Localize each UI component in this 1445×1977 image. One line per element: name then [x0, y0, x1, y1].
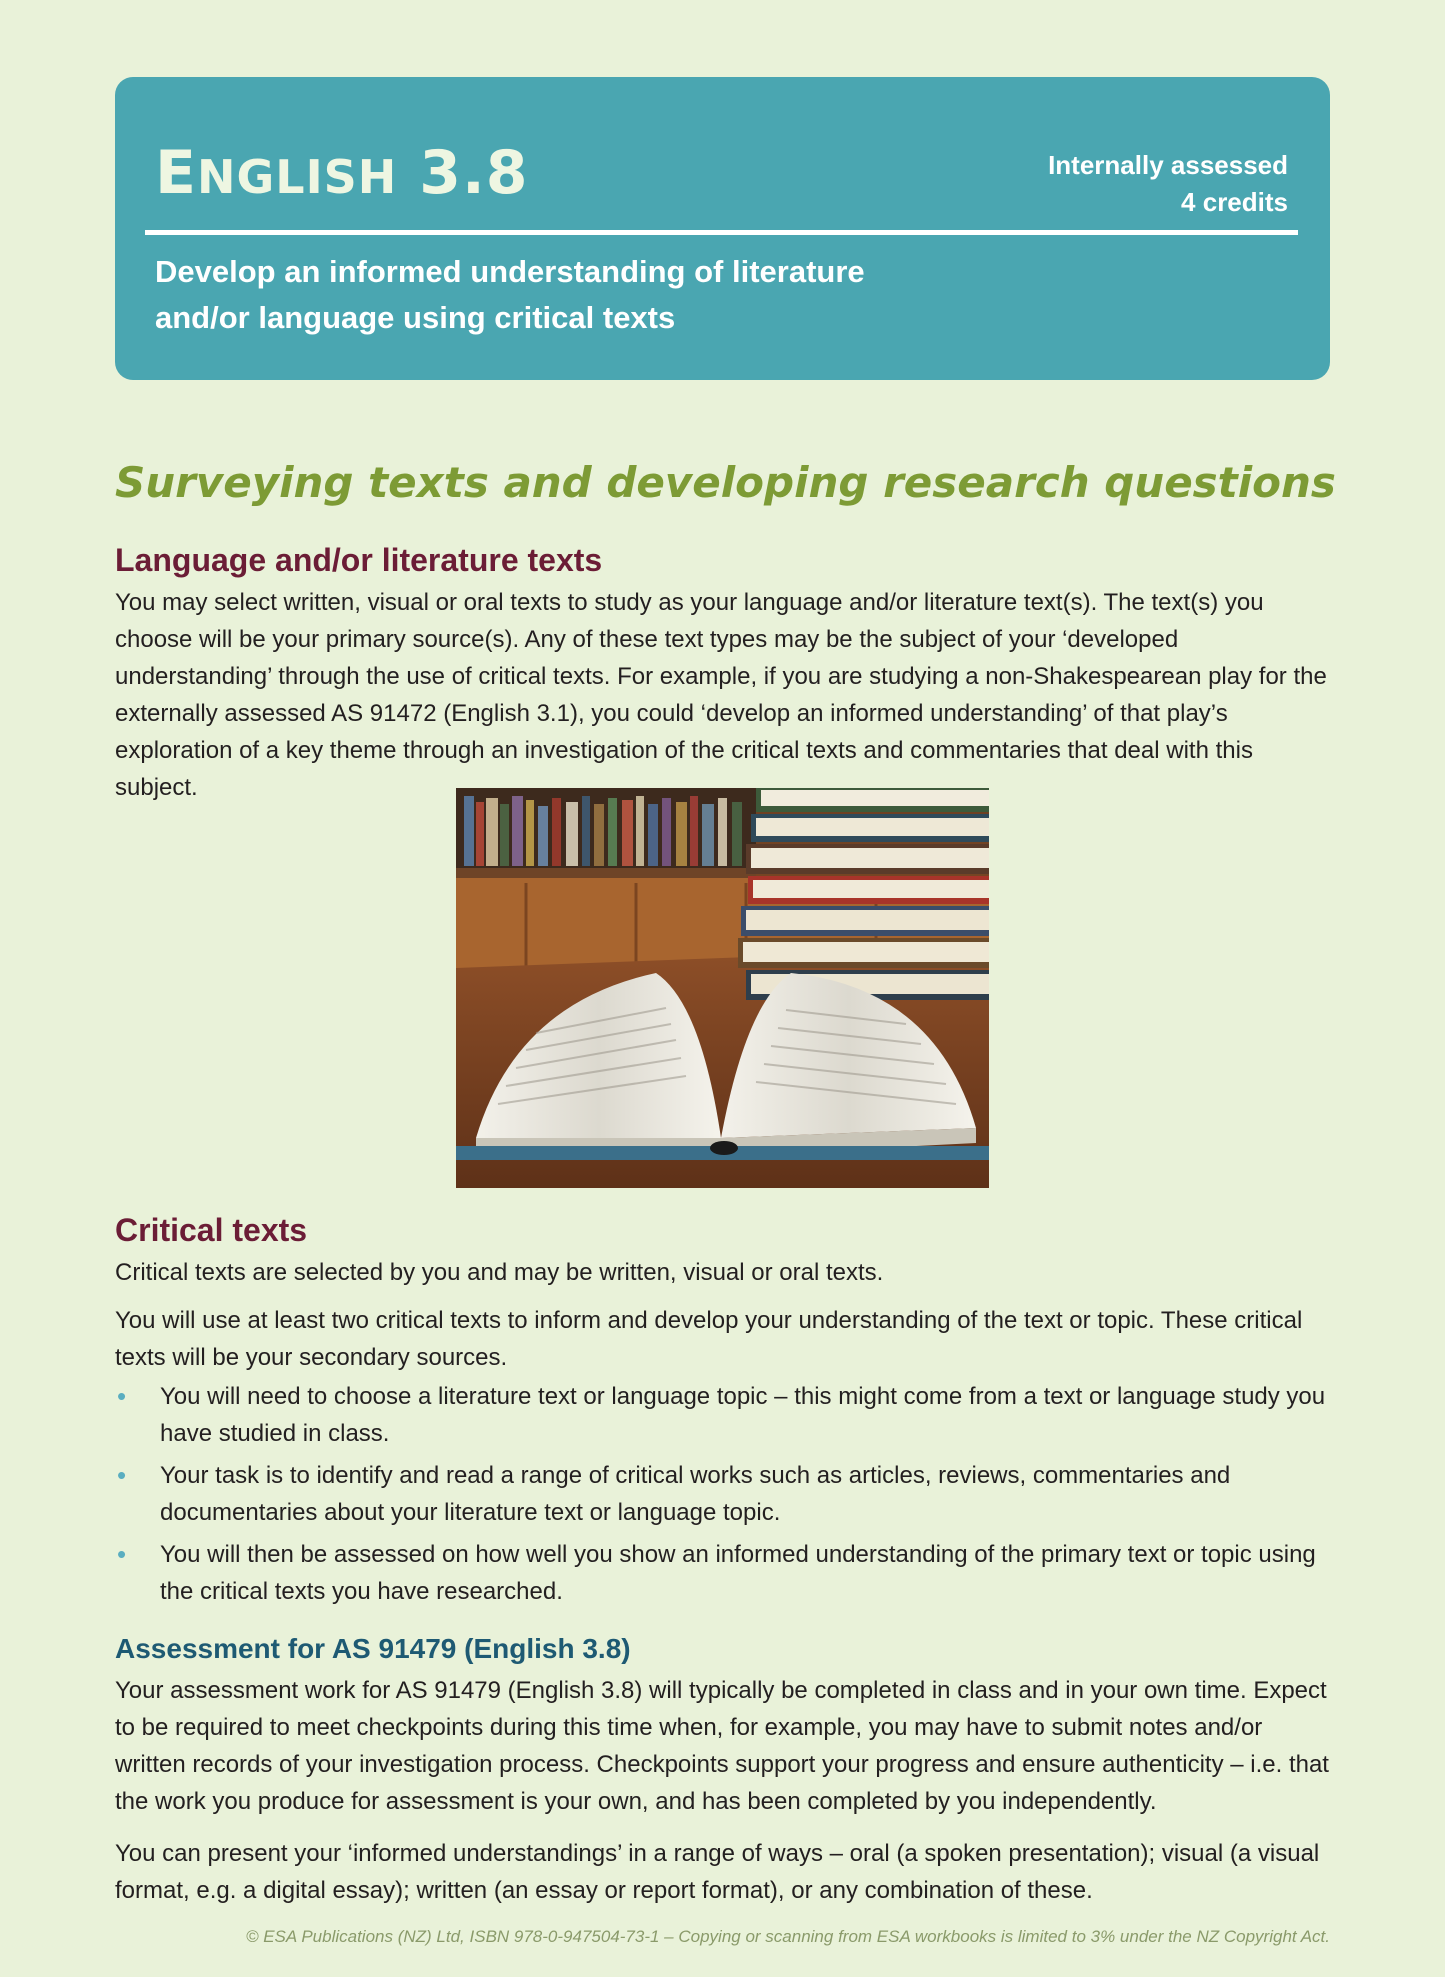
assessment-paragraph-2: You can present your ‘informed understandings’ in a range of ways – oral (a spoken presentation); visual (a visual format, e.g. a digital essay); written (an essay or report format), or any combination of these.: [115, 1840, 1320, 1904]
language-texts-paragraph: You may select written, visual or oral texts to study as your language and/or literature text(s). The text(s) you choose will be your primary source(s). Any of these text types may be the subject of your ‘developed understanding’ through the use of critical texts. For example, if you are studying a non-Shakespearean play for the externally assessed AS 91472 (English 3.1), you could ‘develop an informed understanding’ of that play’s exploration of a key theme through an investigation of the critical texts and commentaries that deal with this subject.: [115, 589, 1327, 801]
unit-header-box: [115, 77, 1330, 380]
section-title: Surveying texts and developing research questions: [115, 458, 1336, 507]
critical-texts-bullets: [115, 1378, 1335, 1615]
bullet-icon: •: [117, 1381, 127, 1411]
list-item: • You will need to choose a literature text or language topic – this might come from a text or language study you have studied in class.: [115, 1378, 1335, 1452]
unit-title: ENGLISH 3.8: [155, 138, 529, 208]
assessment-type: Internally assessed: [1048, 150, 1288, 180]
bullet-icon: •: [117, 1539, 127, 1569]
standard-title: Develop an informed understanding of literature and/or language using critical texts: [155, 254, 865, 335]
bullet-icon: •: [117, 1460, 127, 1490]
language-texts-heading: Language and/or literature texts: [115, 542, 603, 578]
assessment-heading: Assessment for AS 91479 (English 3.8): [115, 1633, 631, 1664]
list-item: • You will then be assessed on how well you show an informed understanding of the primary text or topic using the critical texts you have researched.: [115, 1536, 1335, 1610]
list-item: • Your task is to identify and read a range of critical works such as articles, reviews, commentaries and documentaries about your literature text or language topic.: [115, 1457, 1335, 1531]
credits-label: 4 credits: [1181, 187, 1288, 217]
header-divider: [145, 230, 1298, 235]
books-photo: [456, 788, 989, 1188]
critical-texts-paragraph-1: Critical texts are selected by you and may be written, visual or oral texts.: [115, 1259, 884, 1286]
critical-texts-heading: Critical texts: [115, 1212, 308, 1248]
assessment-paragraph-1: Your assessment work for AS 91479 (English 3.8) will typically be completed in class and in your own time. Expect to be required to meet checkpoints during this time when, for example, you may have to submit notes and/or written records of your investigation process. Checkpoints support your progress and ensure authenticity – i.e. that the work you produce for assessment is your own, and has been completed by you independently.: [115, 1677, 1329, 1815]
assessment-info: [1048, 147, 1288, 221]
copyright-footer: © ESA Publications (NZ) Ltd, ISBN 978-0-947504-73-1 – Copying or scanning from ESA workbooks is limited to 3% under the NZ Copyright Act.: [245, 1927, 1330, 1946]
critical-texts-paragraph-2: You will use at least two critical texts to inform and develop your understanding of the text or topic. These critical texts will be your secondary sources.: [115, 1307, 1303, 1371]
